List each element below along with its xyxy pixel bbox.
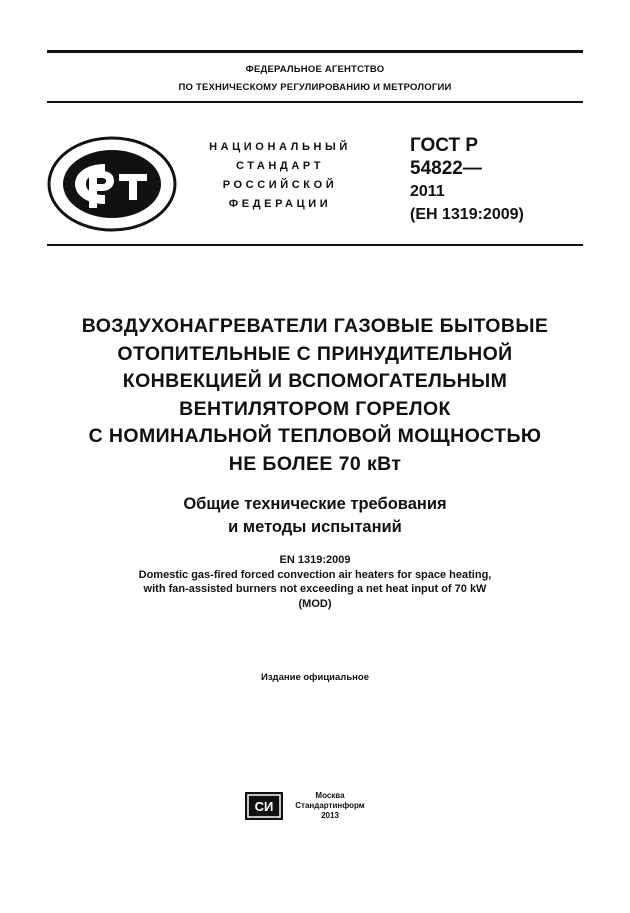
standartinform-logo-icon <box>245 792 283 820</box>
publisher-block <box>290 791 370 821</box>
title-line: С НОМИНАЛЬНОЙ ТЕПЛОВОЙ МОЩНОСТЬЮ <box>88 425 542 447</box>
title-line: КОНВЕКЦИЕЙ И ВСПОМОГАТЕЛЬНЫМ <box>122 370 508 392</box>
en-reference-mod: (MOD) <box>298 597 332 610</box>
standard-code <box>410 134 524 226</box>
subtitle-line: и методы испытаний <box>228 518 402 536</box>
agency-line-1: ФЕДЕРАЛЬНОЕ АГЕНТСТВО <box>245 64 385 75</box>
document-subtitle <box>40 493 590 539</box>
gost-r-logo-icon <box>47 134 177 234</box>
header-divider <box>47 101 583 103</box>
publisher-year: 2013 <box>321 811 339 820</box>
national-standard-line-1: НАЦИОНАЛЬНЫЙ <box>209 141 351 153</box>
publisher-city: Москва <box>315 791 345 800</box>
standard-code-line-2: 54822— <box>410 158 482 179</box>
header-bottom-rule <box>47 244 583 246</box>
standard-code-line-4: (ЕН 1319:2009) <box>410 206 524 223</box>
national-standard-label <box>190 138 370 214</box>
national-standard-line-3: РОССИЙСКОЙ <box>222 179 338 191</box>
document-title <box>40 313 590 478</box>
publisher-logo-letters: СИ <box>254 799 274 814</box>
title-line: ОТОПИТЕЛЬНЫЕ С ПРИНУДИТЕЛЬНОЙ <box>117 342 513 365</box>
top-rule <box>47 50 583 53</box>
standard-code-line-1: ГОСТ Р <box>410 135 479 156</box>
subtitle-line: Общие технические требования <box>183 495 447 513</box>
title-line: ВЕНТИЛЯТОРОМ ГОРЕЛОК <box>179 397 451 420</box>
title-line: НЕ БОЛЕЕ 70 кВт <box>228 452 402 475</box>
en-reference-code: EN 1319:2009 <box>279 554 351 566</box>
title-line: ВОЗДУХОНАГРЕВАТЕЛИ ГАЗОВЫЕ БЫТОВЫЕ <box>81 315 549 337</box>
publisher-name: Стандартинформ <box>295 801 365 810</box>
national-standard-line-2: СТАНДАРТ <box>235 160 325 172</box>
agency-line-2: ПО ТЕХНИЧЕСКОМУ РЕГУЛИРОВАНИЮ И МЕТРОЛОГИИ <box>178 82 452 93</box>
standard-code-line-3: 2011 <box>410 183 445 200</box>
en-reference <box>40 553 590 611</box>
national-standard-line-4: ФЕДЕРАЦИИ <box>228 198 332 210</box>
en-reference-title-line-2: with fan-assisted burners not exceeding a net heat input of 70 kW <box>143 583 487 595</box>
edition-label: Издание официальное <box>261 672 369 683</box>
en-reference-title-line-1: Domestic gas-fired forced convection air heaters for space heating, <box>138 568 492 581</box>
